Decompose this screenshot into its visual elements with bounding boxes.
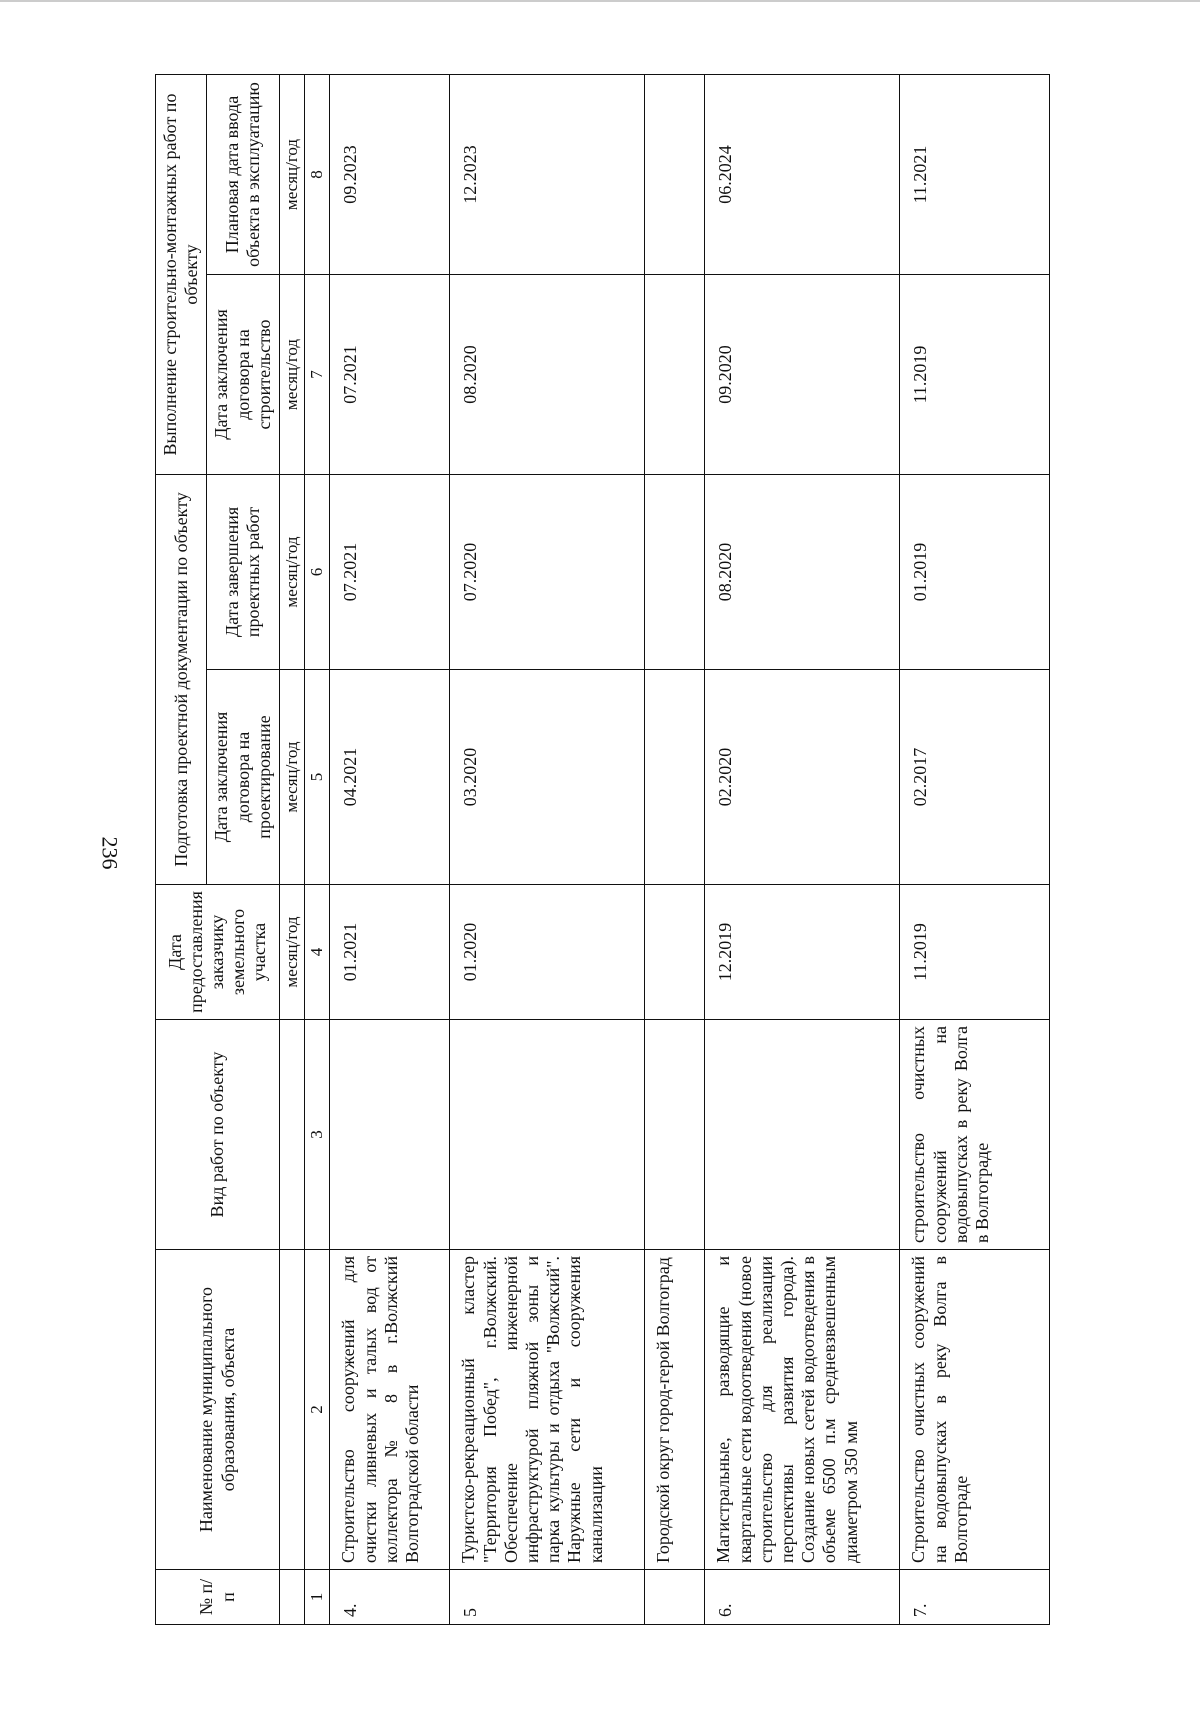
column-number: 4 bbox=[305, 885, 330, 1020]
work-type bbox=[450, 1020, 645, 1250]
design-finish-date: 08.2020 bbox=[705, 475, 900, 670]
construction-schedule-table bbox=[155, 74, 1050, 1625]
rotated-table-container bbox=[155, 75, 1045, 1625]
row-index: 5 bbox=[450, 1570, 645, 1625]
header-row-1 bbox=[156, 75, 207, 1625]
design-contract-date: 03.2020 bbox=[450, 670, 645, 885]
header-number: № п/п bbox=[156, 1570, 280, 1625]
commissioning-date: 06.2024 bbox=[705, 75, 900, 275]
construction-contract-date: 07.2021 bbox=[330, 275, 450, 475]
work-type bbox=[645, 1020, 705, 1250]
unit-cell: месяц/год bbox=[280, 885, 305, 1020]
object-name: Магистральные, разводящие и квартальные сети водоотведения (новое строительство для реализации перспективы развития города). Создание новых сетей водоотведения в объеме 6500 п.м средневзвешенным диаметром 350 мм bbox=[705, 1250, 900, 1570]
unit-cell: месяц/год bbox=[280, 75, 305, 275]
object-name: Туристско-рекреационный кластер "Территория Побед", г.Волжский. Обеспечение инженерной инфраструктурой пляжной зоны и парка культуры и отдыха "Волжский". Наружные сети и сооружения канализации bbox=[450, 1250, 645, 1570]
commissioning-date: 11.2021 bbox=[900, 75, 1050, 275]
column-number-row bbox=[305, 75, 330, 1625]
construction-contract-date bbox=[645, 275, 705, 475]
column-number: 3 bbox=[305, 1020, 330, 1250]
design-finish-date: 07.2021 bbox=[330, 475, 450, 670]
unit-row bbox=[280, 75, 305, 1625]
design-contract-date: 02.2020 bbox=[705, 670, 900, 885]
header-design-group: Подготовка проектной документации по объекту bbox=[156, 475, 207, 885]
land-date bbox=[645, 885, 705, 1020]
column-number: 7 bbox=[305, 275, 330, 475]
header-design-finish-date: Дата завершения проектных работ bbox=[207, 475, 280, 670]
construction-contract-date: 09.2020 bbox=[705, 275, 900, 475]
table-row bbox=[705, 75, 900, 1625]
unit-cell: месяц/год bbox=[280, 475, 305, 670]
design-contract-date: 04.2021 bbox=[330, 670, 450, 885]
header-work-type: Вид работ по объекту bbox=[156, 1020, 280, 1250]
design-contract-date: 02.2017 bbox=[900, 670, 1050, 885]
land-date: 11.2019 bbox=[900, 885, 1050, 1020]
page-number: 236 bbox=[97, 836, 123, 870]
table-row-section bbox=[645, 75, 705, 1625]
land-date: 01.2021 bbox=[330, 885, 450, 1020]
row-index: 7. bbox=[900, 1570, 1050, 1625]
unit-cell: месяц/год bbox=[280, 275, 305, 475]
commissioning-date bbox=[645, 75, 705, 275]
section-name: Городской округ город-герой Волгоград bbox=[645, 1250, 705, 1570]
column-number: 2 bbox=[305, 1250, 330, 1570]
page-top-edge bbox=[0, 0, 1200, 2]
design-finish-date: 01.2019 bbox=[900, 475, 1050, 670]
header-commissioning-date: Плановая дата ввода объекта в эксплуатацию bbox=[207, 75, 280, 275]
unit-cell-empty bbox=[280, 1570, 305, 1625]
header-land-date: Дата предоставления заказчику земельного участка bbox=[156, 885, 280, 1020]
commissioning-date: 12.2023 bbox=[450, 75, 645, 275]
design-contract-date bbox=[645, 670, 705, 885]
land-date: 01.2020 bbox=[450, 885, 645, 1020]
table-row bbox=[450, 75, 645, 1625]
unit-cell-empty bbox=[280, 1020, 305, 1250]
object-name: Строительство очистных сооружений на водовыпусках в реку Волга в Волгограде bbox=[900, 1250, 1050, 1570]
work-type bbox=[705, 1020, 900, 1250]
row-index bbox=[645, 1570, 705, 1625]
design-finish-date: 07.2020 bbox=[450, 475, 645, 670]
header-object-name: Наименование муниципального образования, объекта bbox=[156, 1250, 280, 1570]
unit-cell-empty bbox=[280, 1250, 305, 1570]
construction-contract-date: 08.2020 bbox=[450, 275, 645, 475]
table-row bbox=[900, 75, 1050, 1625]
work-type: строительство очистных сооружений на водовыпусках в реку Волга в Волгограде bbox=[900, 1020, 1050, 1250]
commissioning-date: 09.2023 bbox=[330, 75, 450, 275]
header-construction-group: Выполнение строительно-монтажных работ по объекту bbox=[156, 75, 207, 475]
object-name: Строительство сооружений для очистки ливневых и талых вод от коллектора № 8 в г.Волжский Волгоградской области bbox=[330, 1250, 450, 1570]
table-row bbox=[330, 75, 450, 1625]
column-number: 1 bbox=[305, 1570, 330, 1625]
row-index: 6. bbox=[705, 1570, 900, 1625]
column-number: 5 bbox=[305, 670, 330, 885]
column-number: 6 bbox=[305, 475, 330, 670]
construction-contract-date: 11.2019 bbox=[900, 275, 1050, 475]
header-construction-contract-date: Дата заключения договора на строительство bbox=[207, 275, 280, 475]
column-number: 8 bbox=[305, 75, 330, 275]
design-finish-date bbox=[645, 475, 705, 670]
unit-cell: месяц/год bbox=[280, 670, 305, 885]
header-design-contract-date: Дата заключения договора на проектирование bbox=[207, 670, 280, 885]
row-index: 4. bbox=[330, 1570, 450, 1625]
work-type bbox=[330, 1020, 450, 1250]
land-date: 12.2019 bbox=[705, 885, 900, 1020]
